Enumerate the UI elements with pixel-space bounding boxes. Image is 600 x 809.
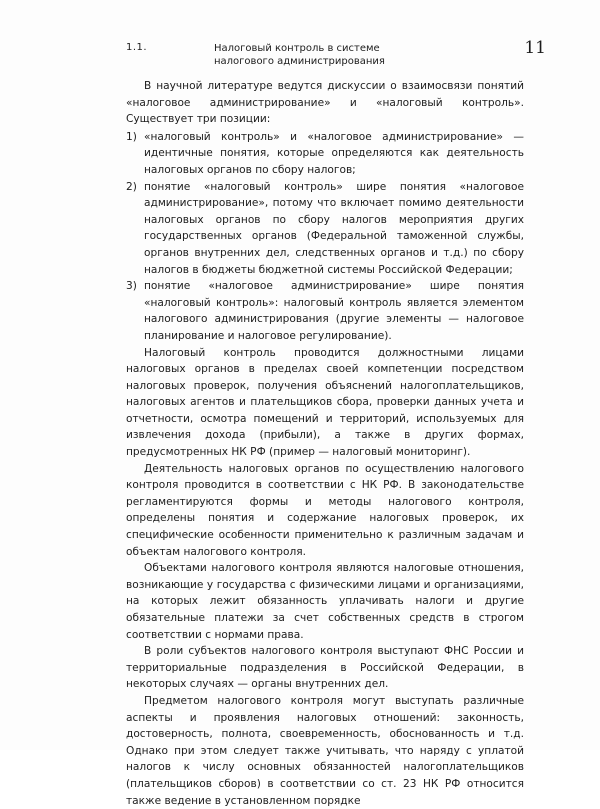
section-title-line-1: Налоговый контроль в системе [214,43,380,54]
list-item-text: «налоговый контроль» и «налоговое администрирование» — идентичные понятия, которые определяются как деятельность налоговых органов по сбору налогов; [144,130,524,176]
section-title-line-2: налогового администрирования [214,56,385,67]
paragraph-control-subject-matter: Предметом налогового контроля могут выступать различные аспекты и проявления налоговых отношений: законность, достоверность, полнота, своевременность, обоснованность и т.д. Однако при этом следует также учитывать, что наряду с уплатой налогов к числу основных обязанностей налогоплательщиков (плательщиков сборов) в соответствии со ст. 23 НК РФ относится также ведение в установленном порядке [126,694,524,807]
section-title [214,42,385,68]
section-number: 1.1. [126,42,148,53]
paragraph-tax-control: Налоговый контроль проводится должностными лицами налоговых органов в пределах своей компетенции посредством налоговых проверок, получения объяснений налогоплательщиков, налоговых агентов и плательщиков сбора, проверки данных учета и отчетности, осмотра помещений и территорий, используемых для извлечения дохода (прибыли), а также в других формах, предусмотренных НК РФ (пример — налоговый мониторинг). [126,346,524,459]
list-item-marker: 3) [126,280,137,293]
list-item-marker: 2) [126,180,137,193]
body-text [126,78,524,809]
list-item [126,278,524,344]
list-item-marker: 1) [126,130,137,143]
paragraph-control-subjects: В роли субъектов налогового контроля выступают ФНС России и территориальные подразделения в Российской Федерации, в некоторых случаях — органы внутренних дел. [126,645,524,691]
list-item-text: понятие «налоговый контроль» шире понятия «налоговое администрирование», потому что включает помимо деятельности налоговых органов по сбору налогов мероприятия других государственных органов (Федеральной таможенной службы, органов внутренних дел, следственных органов и т.д.) по сбору налогов в бюджеты бюджетной системы Российской Федерации; [144,180,524,276]
list-item [126,129,524,179]
list-item [126,179,524,279]
running-header [126,38,546,78]
paragraph-intro: В научной литературе ведутся дискуссии о взаимосвязи понятий «налоговое администрирование» и «налоговый контроль». Существует три позиции: [126,80,524,126]
page-number: 11 [524,38,546,58]
paragraph-tax-authorities-activity: Деятельность налоговых органов по осуществлению налогового контроля проводится в соответствии с НК РФ. В законодательстве регламентируются формы и методы налогового контроля, определены понятия и содержание налоговых проверок, их специфические особенности применительно к различным задачам и объектам налогового контроля. [126,462,524,558]
paragraph-control-objects: Объектами налогового контроля являются налоговые отношения, возникающие у государства с физическими лицами и организациями, на которых лежит обязанность уплачивать налоги и другие обязательные платежи за счет собственных средств в строгом соответствии с нормами права. [126,562,524,641]
list-item-text: понятие «налоговое администрирование» шире понятия «налоговый контроль»: налоговый контроль является элементом налогового администрирования (другие элементы — налоговое планирование и налоговое регулирование). [144,280,524,342]
